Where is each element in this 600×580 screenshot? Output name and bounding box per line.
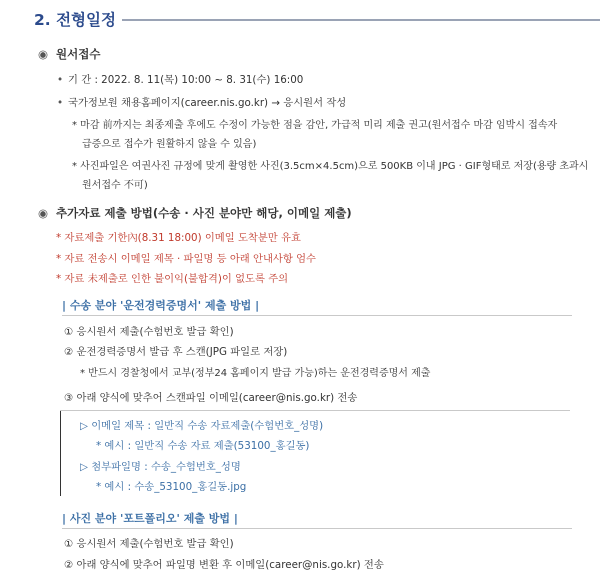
transport-heading: | 수송 분야 '운전경력증명서' 제출 방법 | — [62, 299, 260, 312]
transport-email-example: * 예시 : 일반직 수송 자료 제출(53100_홍길동) — [96, 440, 310, 452]
application-note2-line2: 원서접수 不可) — [82, 180, 148, 191]
application-period-text: 기 간 : 2022. 8. 11(목) 10:00 ~ 8. 31(수) 16:00 — [68, 74, 304, 86]
photo-heading: | 사진 분야 '포트폴리오' 제출 방법 | — [62, 512, 238, 525]
photo-heading-rule — [62, 528, 572, 529]
transport-step-3: ③ 아래 양식에 맞추어 스캔파일 이메일(career@nis.go.kr) 전송 — [64, 392, 358, 404]
transport-box-left-bar — [60, 410, 61, 496]
transport-attach-name: ▷ 첨부파일명 : 수송_수험번호_성명 — [80, 461, 241, 473]
section-title: 2. 전형일정 — [34, 11, 116, 29]
application-site — [52, 94, 346, 109]
application-site-text: 국가정보원 채용홈페이지(career.nis.go.kr) → 응시원서 작성 — [68, 97, 347, 109]
additional-red-note-1: * 자료제출 기한內(8.31 18:00) 이메일 도착분만 유효 — [56, 232, 301, 244]
application-note2-line1: * 사진파일은 여권사진 규정에 맞게 촬영한 사진(3.5cm×4.5cm)으로 500KB 이내 JPG · GIF형태로 저장(용량 초과시 — [72, 161, 589, 172]
photo-step-2: ② 아래 양식에 맞추어 파일명 변환 후 이메일(career@nis.go.kr) 전송 — [64, 559, 384, 571]
photo-step-1: ① 응시원서 제출(수험번호 발급 확인) — [64, 538, 234, 550]
application-note1-line1: * 마감 前까지는 최종제출 후에도 수정이 가능한 점을 감안, 가급적 미리 제출 권고(원서접수 마감 임박시 접속자 — [72, 120, 558, 131]
application-period — [52, 71, 303, 86]
transport-step-1: ① 응시원서 제출(수험번호 발급 확인) — [64, 326, 234, 338]
transport-heading-rule — [62, 315, 572, 316]
transport-step-2-note: * 반드시 경찰청에서 교부(정부24 홈페이지 발급 가능)하는 운전경력증명서 제출 — [80, 368, 431, 379]
transport-box-top-rule — [60, 410, 570, 411]
transport-step-2: ② 운전경력증명서 발급 후 스캔(JPG 파일로 저장) — [64, 346, 288, 358]
application-note1-line2: 급증으로 접수가 원활하지 않을 수 있음) — [82, 139, 257, 150]
title-underline — [122, 19, 600, 21]
additional-red-note-2: * 자료 전송시 이메일 제목 · 파일명 등 아래 안내사항 엄수 — [56, 253, 316, 265]
additional-red-note-3: * 자료 未제출로 인한 불이익(불합격)이 없도록 주의 — [56, 273, 289, 285]
application-heading — [38, 46, 100, 62]
target-bullet-icon: ◉ — [38, 47, 49, 61]
target-bullet-icon: ◉ — [38, 206, 49, 220]
dot-bullet-icon: • — [56, 97, 64, 109]
additional-heading — [38, 205, 352, 221]
additional-heading-text: 추가자료 제출 방법(수송 · 사진 분야만 해당, 이메일 제출) — [56, 206, 352, 220]
dot-bullet-icon: • — [56, 74, 64, 86]
transport-email-subject: ▷ 이메일 제목 : 일반직 수송 자료제출(수험번호_성명) — [80, 420, 324, 432]
application-heading-text: 원서접수 — [56, 47, 101, 61]
transport-attach-example: * 예시 : 수송_53100_홍길동.jpg — [96, 481, 247, 493]
section-title-row — [34, 8, 600, 32]
